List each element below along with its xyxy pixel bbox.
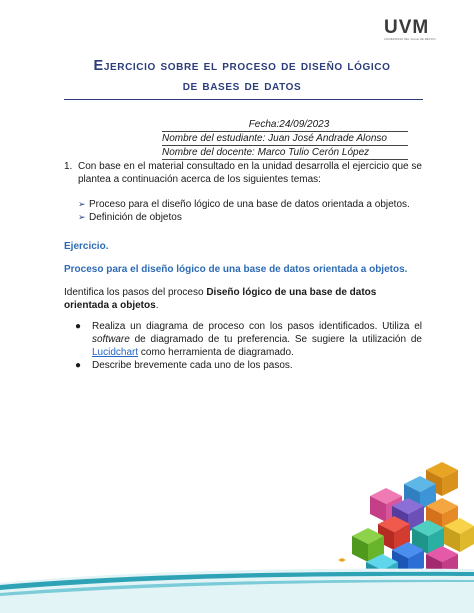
document-body xyxy=(64,160,422,372)
steps-list xyxy=(64,320,422,372)
title-divider xyxy=(64,99,423,100)
list-item xyxy=(64,320,422,359)
bullet-text-part: de diagramado de tu preferencia. Se sugiere la utilización de xyxy=(129,334,422,345)
bullet-text-part: Realiza un diagrama de proceso con los pasos identificados. Utiliza el xyxy=(92,321,422,332)
bullet-text-part: como herramienta de diagramado. xyxy=(138,347,294,358)
identifica-paragraph xyxy=(64,286,422,312)
topic-text: Definición de objetos xyxy=(89,212,182,223)
arrow-bullet-icon: ➢ xyxy=(78,199,86,209)
identifica-prefix: Identifica los pasos del proceso xyxy=(64,287,207,298)
arrow-bullet-icon: ➢ xyxy=(78,212,86,222)
title-line-1: Ejercicio sobre el proceso de diseño lógico xyxy=(93,58,391,74)
topics-list xyxy=(78,198,422,224)
date-row xyxy=(162,118,408,132)
teacher-name: Nombre del docente: Marco Tulio Cerón López xyxy=(162,146,408,160)
section-proceso: Proceso para el diseño lógico de una base de datos orientada a objetos. xyxy=(64,264,408,275)
bullet-text xyxy=(92,320,422,359)
logo-subtext: UNIVERSIDAD DEL VALLE DE MÉXICO xyxy=(384,38,436,41)
page-title xyxy=(68,56,416,96)
software-word: software xyxy=(92,334,130,345)
topic-text: Proceso para el diseño lógico de una base de datos orientada a objetos. xyxy=(89,199,410,210)
date-text: Fecha:24/09/2023 xyxy=(248,119,330,130)
bullet-dot-icon: ● xyxy=(74,360,82,371)
identifica-suffix: . xyxy=(155,300,159,311)
lucidchart-link[interactable]: Lucidchart xyxy=(92,347,139,358)
bullet-dot-icon: ● xyxy=(74,321,82,332)
identifica-bold: Diseño lógico de una base de datos orientada a objetos xyxy=(64,287,377,311)
bullet-text: Describe brevemente cada uno de los pasos. xyxy=(92,360,293,371)
title-line-2: de bases de datos xyxy=(182,78,302,94)
instruction-item xyxy=(64,160,422,186)
footer-wave xyxy=(0,563,474,613)
logo-text: UVM xyxy=(384,17,430,38)
student-name: Nombre del estudiante: Juan José Andrade Alonso xyxy=(162,132,408,146)
instruction-text: Con base en el material consultado en la unidad desarrolla el ejercicio que se plantea a continuación acerca de los siguientes temas: xyxy=(78,161,422,185)
topic-item xyxy=(78,198,422,211)
small-square xyxy=(338,558,346,562)
instruction-number: 1. xyxy=(64,161,73,172)
section-ejercicio: Ejercicio. xyxy=(64,241,109,252)
uvm-logo xyxy=(384,18,444,46)
list-item xyxy=(64,359,422,372)
topic-item xyxy=(78,211,422,224)
meta-block xyxy=(162,118,408,160)
